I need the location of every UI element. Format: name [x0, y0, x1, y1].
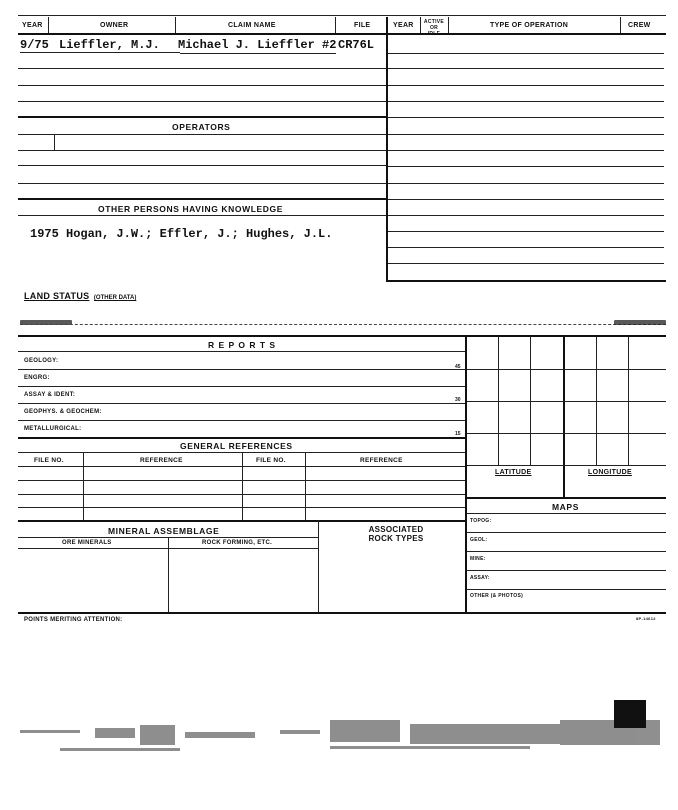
form-number: 8P-14612 — [636, 616, 656, 621]
points-meriting-attention-label: POINTS MERITING ATTENTION: — [24, 617, 123, 623]
ore-minerals-label: ORE MINERALS — [62, 540, 112, 546]
report-geophys-geochem: GEOPHYS. & GEOCHEM: — [24, 409, 102, 415]
gr-reference-1: REFERENCE — [140, 457, 183, 464]
maps-other-photos: OTHER (& PHOTOS) — [470, 593, 524, 599]
header-year-2: YEAR — [393, 22, 414, 29]
header-type-of-operation: TYPE OF OPERATION — [490, 22, 569, 29]
report-geology-num: 45 — [455, 364, 461, 370]
header-year: YEAR — [22, 22, 43, 29]
header-file: FILE — [354, 22, 371, 29]
other-persons-entry: 1975 Hogan, J.W.; Effler, J.; Hughes, J.L. — [30, 227, 333, 241]
other-persons-title: OTHER PERSONS HAVING KNOWLEDGE — [98, 204, 284, 214]
report-geology: GEOLOGY: — [24, 358, 59, 364]
scan-artifact-band — [0, 690, 678, 790]
gr-reference-2: REFERENCE — [360, 457, 403, 464]
land-status-label: LAND STATUS (OTHER DATA) — [24, 291, 137, 301]
header-bottom-rule — [18, 33, 666, 35]
claim-file: CR76L — [338, 38, 375, 52]
maps-assay: ASSAY: — [470, 575, 490, 581]
bottom-rule — [18, 612, 666, 614]
general-references-title: GENERAL REFERENCES — [180, 441, 293, 451]
report-metallurgical: METALLURGICAL: — [24, 426, 82, 432]
maps-geol: GEOL: — [470, 537, 488, 543]
corner-black-block — [614, 700, 646, 728]
gr-file-no-1: FILE NO. — [34, 457, 64, 464]
maps-mine: MINE: — [470, 556, 486, 562]
header-crew: CREW — [628, 22, 651, 29]
latitude-label: LATITUDE — [495, 469, 532, 476]
reports-right-divider — [465, 335, 467, 613]
mineral-assemblage-title: MINERAL ASSEMBLAGE — [108, 526, 220, 536]
header-claim-name: CLAIM NAME — [228, 22, 276, 29]
maps-topog: TOPOG: — [470, 518, 492, 524]
rock-forming-label: ROCK FORMING, ETC. — [202, 540, 273, 546]
claim-owner: Lieffler, M.J. — [59, 38, 160, 52]
reports-title: R E P O R T S — [208, 340, 277, 350]
associated-rock-types-title: ASSOCIATED ROCK TYPES — [368, 525, 424, 543]
claim-name: Michael J. Lieffler #2 — [178, 38, 337, 52]
claim-year: 9/75 — [20, 38, 49, 52]
header-top-rule — [18, 15, 666, 16]
report-assay-num: 30 — [455, 397, 461, 403]
gr-file-no-2: FILE NO. — [256, 457, 286, 464]
operators-title: OPERATORS — [172, 122, 231, 132]
longitude-label: LONGITUDE — [588, 469, 632, 476]
header-active-or-idle: ACTIVE OR IDLE — [423, 19, 445, 37]
reports-top-rule — [18, 335, 666, 337]
header-owner: OWNER — [100, 22, 129, 29]
report-assay-ident: ASSAY & IDENT: — [24, 392, 76, 398]
report-metallurgical-num: 15 — [455, 431, 461, 437]
maps-title: MAPS — [552, 502, 579, 512]
report-engrg: ENGRG: — [24, 375, 50, 381]
